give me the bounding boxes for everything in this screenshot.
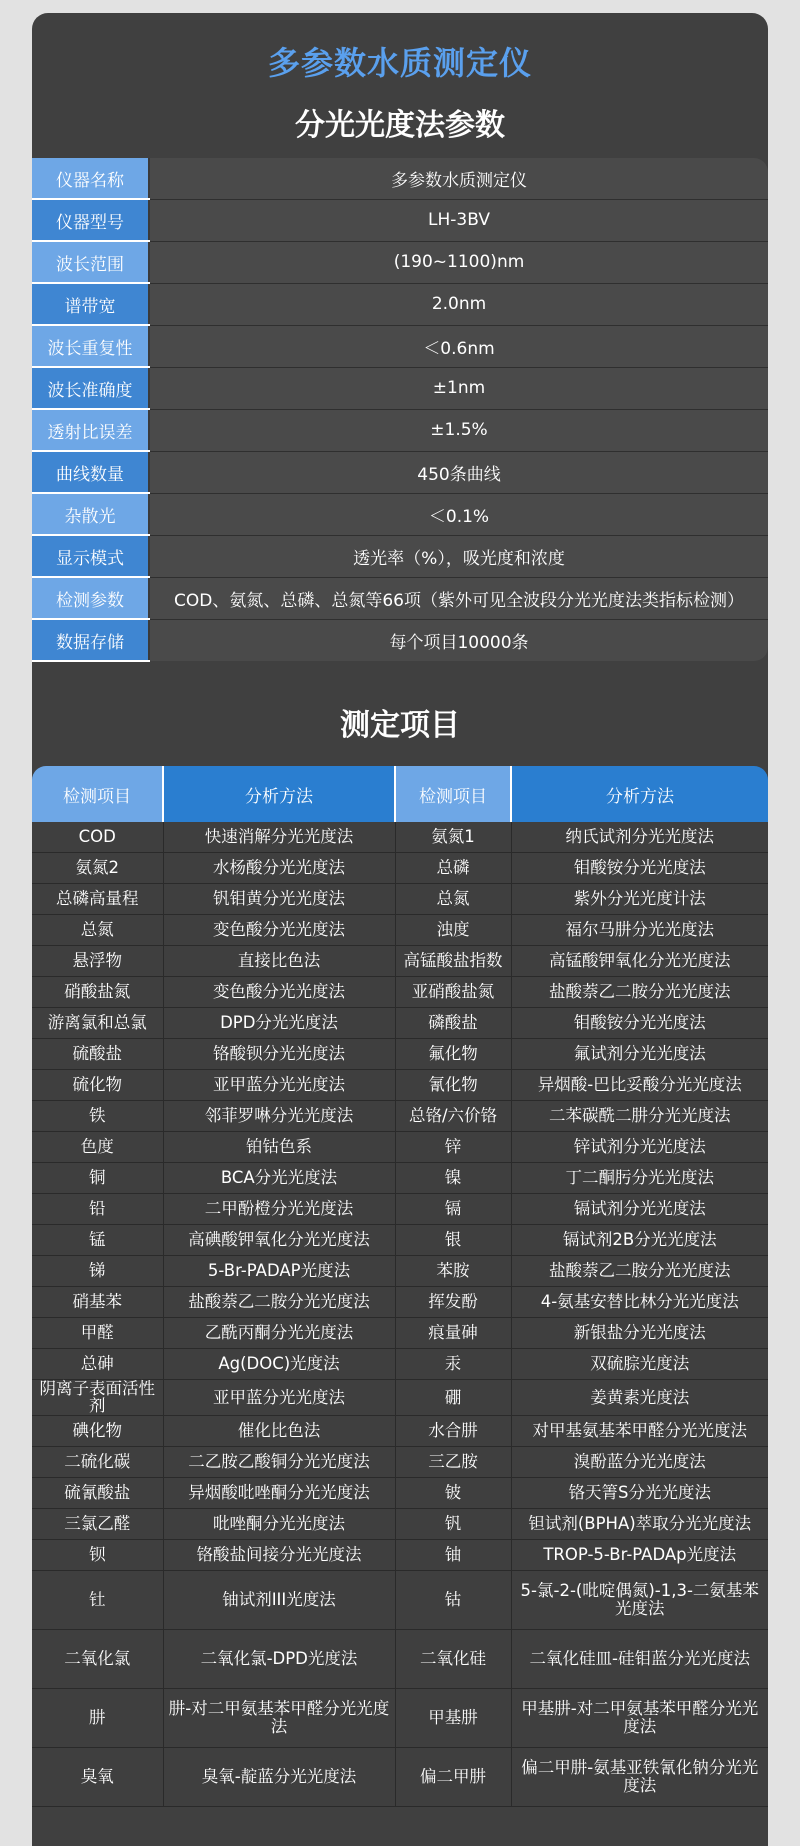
measure-method: 高锰酸钾氧化分光光度法 [511, 946, 768, 977]
spec-label: 显示模式 [32, 535, 149, 577]
spec-value: COD、氨氮、总磷、总氮等66项（紫外可见全波段分光光度法类指标检测） [149, 577, 768, 619]
measure-item: 臭氧 [32, 1747, 163, 1806]
measure-item: 硫酸盐 [32, 1039, 163, 1070]
table-row [32, 1380, 768, 1416]
measure-item: 三氯乙醛 [32, 1508, 163, 1539]
header-method-2: 分析方法 [511, 766, 768, 822]
spec-value: 每个项目10000条 [149, 619, 768, 661]
measure-item: 总氮 [32, 915, 163, 946]
table-row [32, 1629, 768, 1688]
header-row [32, 766, 768, 822]
measure-method: 偏二甲肼-氨基亚铁氰化钠分光光度法 [511, 1747, 768, 1806]
measure-item: 阴离子表面活性剂 [32, 1380, 163, 1416]
measure-item: 硫化物 [32, 1070, 163, 1101]
measure-table-header [32, 766, 768, 822]
measure-method: 铀试剂III光度法 [163, 1570, 395, 1629]
measure-item: 钡 [32, 1539, 163, 1570]
measure-item: 二硫化碳 [32, 1446, 163, 1477]
measure-item: 磷酸盐 [395, 1008, 511, 1039]
spec-value: LH-3BV [149, 199, 768, 241]
measure-item: 总磷 [395, 853, 511, 884]
measure-method: 异烟酸吡唑酮分光光度法 [163, 1477, 395, 1508]
measure-item: 硝基苯 [32, 1287, 163, 1318]
measure-method: 钽试剂(BPHA)萃取分光光度法 [511, 1508, 768, 1539]
spec-label: 检测参数 [32, 577, 149, 619]
measure-method: 盐酸萘乙二胺分光光度法 [511, 977, 768, 1008]
measure-method: 福尔马肼分光光度法 [511, 915, 768, 946]
measure-method: 变色酸分光光度法 [163, 915, 395, 946]
measure-method: Ag(DOC)光度法 [163, 1349, 395, 1380]
spec-row [32, 158, 768, 199]
measure-item: 水合肼 [395, 1415, 511, 1446]
table-row [32, 1132, 768, 1163]
measure-method: 变色酸分光光度法 [163, 977, 395, 1008]
table-row [32, 977, 768, 1008]
spec-row [32, 451, 768, 493]
spec-label: 透射比误差 [32, 409, 149, 451]
measure-item: 锌 [395, 1132, 511, 1163]
table-row [32, 1477, 768, 1508]
measure-item: 硝酸盐氮 [32, 977, 163, 1008]
measure-method: 高碘酸钾氧化分光光度法 [163, 1225, 395, 1256]
spec-label: 波长范围 [32, 241, 149, 283]
measure-item: 苯胺 [395, 1256, 511, 1287]
table-row [32, 1070, 768, 1101]
measure-method: 姜黄素光度法 [511, 1380, 768, 1416]
measure-item: 总铬/六价铬 [395, 1101, 511, 1132]
measure-item: 氟化物 [395, 1039, 511, 1070]
table-row [32, 1539, 768, 1570]
measure-method: 铂钴色系 [163, 1132, 395, 1163]
table-row [32, 1194, 768, 1225]
table-row [32, 1318, 768, 1349]
measure-item: 锰 [32, 1225, 163, 1256]
spec-row [32, 199, 768, 241]
header-method-1: 分析方法 [163, 766, 395, 822]
measure-table-body [32, 822, 768, 1806]
measure-item: 铅 [32, 1194, 163, 1225]
measure-item: 色度 [32, 1132, 163, 1163]
table-row [32, 1008, 768, 1039]
table-row [32, 1039, 768, 1070]
measure-method: 催化比色法 [163, 1415, 395, 1446]
spec-row [32, 493, 768, 535]
measure-item: 总砷 [32, 1349, 163, 1380]
measure-item: 镉 [395, 1194, 511, 1225]
measure-method: 直接比色法 [163, 946, 395, 977]
measure-method: 二苯碳酰二肼分光光度法 [511, 1101, 768, 1132]
measure-method: 异烟酸-巴比妥酸分光光度法 [511, 1070, 768, 1101]
measure-method: BCA分光光度法 [163, 1163, 395, 1194]
measure-item: 挥发酚 [395, 1287, 511, 1318]
measure-item: 肼 [32, 1688, 163, 1747]
measure-item: 钒 [395, 1508, 511, 1539]
measure-method: 吡唑酮分光光度法 [163, 1508, 395, 1539]
measure-method: 肼-对二甲氨基苯甲醛分光光度法 [163, 1688, 395, 1747]
measure-item: 亚硝酸盐氮 [395, 977, 511, 1008]
table-row [32, 946, 768, 977]
measure-table [32, 766, 768, 1807]
spec-row [32, 325, 768, 367]
spec-value: ±1.5% [149, 409, 768, 451]
measure-item: 痕量砷 [395, 1318, 511, 1349]
measure-method: 乙酰丙酮分光光度法 [163, 1318, 395, 1349]
measure-method: 5-氯-2-(吡啶偶氮)-1,3-二氨基苯光度法 [511, 1570, 768, 1629]
spec-row [32, 409, 768, 451]
measure-item: 钍 [32, 1570, 163, 1629]
measure-item: 总磷高量程 [32, 884, 163, 915]
spec-label: 杂散光 [32, 493, 149, 535]
spec-row [32, 535, 768, 577]
measure-item: 三乙胺 [395, 1446, 511, 1477]
spec-label: 波长重复性 [32, 325, 149, 367]
measure-item: 铍 [395, 1477, 511, 1508]
measure-method: 快速消解分光光度法 [163, 822, 395, 853]
measure-method: 双硫腙光度法 [511, 1349, 768, 1380]
measure-item: 偏二甲肼 [395, 1747, 511, 1806]
measure-item: 铀 [395, 1539, 511, 1570]
spec-label: 仪器名称 [32, 158, 149, 199]
spec-table-body [32, 158, 768, 661]
spec-label: 仪器型号 [32, 199, 149, 241]
measure-method: TROP-5-Br-PADAp光度法 [511, 1539, 768, 1570]
measure-method: 钼酸铵分光光度法 [511, 853, 768, 884]
measure-item: 二氧化硅 [395, 1629, 511, 1688]
measure-method: 亚甲蓝分光光度法 [163, 1070, 395, 1101]
table-row [32, 1508, 768, 1539]
measure-method: 二氧化硅皿-硅钼蓝分光光度法 [511, 1629, 768, 1688]
spec-table [32, 158, 768, 662]
table-row [32, 1446, 768, 1477]
header-item-2: 检测项目 [395, 766, 511, 822]
measure-item: 汞 [395, 1349, 511, 1380]
page-title: 多参数水质测定仪 [267, 44, 532, 82]
spec-row [32, 241, 768, 283]
measure-item: 甲基肼 [395, 1688, 511, 1747]
measure-method: 5-Br-PADAP光度法 [163, 1256, 395, 1287]
table-row [32, 1415, 768, 1446]
measure-item: 游离氯和总氯 [32, 1008, 163, 1039]
measure-item: 高锰酸盐指数 [395, 946, 511, 977]
measure-item: 银 [395, 1225, 511, 1256]
table-row [32, 915, 768, 946]
table-row [32, 1163, 768, 1194]
header-item-1: 检测项目 [32, 766, 163, 822]
measure-method: 二乙胺乙酸铜分光光度法 [163, 1446, 395, 1477]
measure-item: 悬浮物 [32, 946, 163, 977]
measure-method: 铬天箐S分光光度法 [511, 1477, 768, 1508]
measure-item: 浊度 [395, 915, 511, 946]
measure-item: 碘化物 [32, 1415, 163, 1446]
measure-method: 亚甲蓝分光光度法 [163, 1380, 395, 1416]
table-row [32, 1570, 768, 1629]
spec-label: 谱带宽 [32, 283, 149, 325]
spec-value: ＜0.1% [149, 493, 768, 535]
spec-value: 2.0nm [149, 283, 768, 325]
table-row [32, 1747, 768, 1806]
measure-method: 二甲酚橙分光光度法 [163, 1194, 395, 1225]
measure-item: 总氮 [395, 884, 511, 915]
measure-item: 钴 [395, 1570, 511, 1629]
table-row [32, 884, 768, 915]
measure-method: 对甲基氨基苯甲醛分光光度法 [511, 1415, 768, 1446]
measure-item: 氰化物 [395, 1070, 511, 1101]
measure-method: DPD分光光度法 [163, 1008, 395, 1039]
measure-method: 钼酸铵分光光度法 [511, 1008, 768, 1039]
spec-label: 数据存储 [32, 619, 149, 661]
measure-method: 盐酸萘乙二胺分光光度法 [163, 1287, 395, 1318]
measure-item: 硫氰酸盐 [32, 1477, 163, 1508]
table-row [32, 1256, 768, 1287]
measure-method: 邻菲罗啉分光光度法 [163, 1101, 395, 1132]
measure-method: 钒钼黄分光光度法 [163, 884, 395, 915]
measure-method: 氟试剂分光光度法 [511, 1039, 768, 1070]
spec-value: (190~1100)nm [149, 241, 768, 283]
table-row [32, 1225, 768, 1256]
measure-item: COD [32, 822, 163, 853]
measure-item: 二氧化氯 [32, 1629, 163, 1688]
measure-method: 紫外分光光度计法 [511, 884, 768, 915]
table-row [32, 853, 768, 884]
spec-label: 波长准确度 [32, 367, 149, 409]
measure-item: 氨氮2 [32, 853, 163, 884]
measure-method: 镉试剂2B分光光度法 [511, 1225, 768, 1256]
section-title-specs: 分光光度法参数 [295, 108, 505, 143]
table-row [32, 1101, 768, 1132]
measure-method: 溴酚蓝分光光度法 [511, 1446, 768, 1477]
measure-item: 镍 [395, 1163, 511, 1194]
measure-method: 纳氏试剂分光光度法 [511, 822, 768, 853]
table-row [32, 1349, 768, 1380]
spec-row [32, 283, 768, 325]
measure-item: 铁 [32, 1101, 163, 1132]
measure-item: 氨氮1 [395, 822, 511, 853]
measure-method: 盐酸萘乙二胺分光光度法 [511, 1256, 768, 1287]
measure-method: 水杨酸分光光度法 [163, 853, 395, 884]
measure-method: 新银盐分光光度法 [511, 1318, 768, 1349]
spec-value: 透光率（%），吸光度和浓度 [149, 535, 768, 577]
spec-value: ±1nm [149, 367, 768, 409]
measure-method: 铬酸盐间接分光光度法 [163, 1539, 395, 1570]
spec-row [32, 619, 768, 661]
measure-method: 二氧化氯-DPD光度法 [163, 1629, 395, 1688]
measure-method: 锌试剂分光光度法 [511, 1132, 768, 1163]
table-row [32, 1688, 768, 1747]
measure-item: 铜 [32, 1163, 163, 1194]
measure-item: 硼 [395, 1380, 511, 1416]
measure-item: 甲醛 [32, 1318, 163, 1349]
spec-row [32, 577, 768, 619]
spec-value: ＜0.6nm [149, 325, 768, 367]
measure-method: 甲基肼-对二甲氨基苯甲醛分光光度法 [511, 1688, 768, 1747]
spec-value: 450条曲线 [149, 451, 768, 493]
spec-value: 多参数水质测定仪 [149, 158, 768, 199]
spec-label: 曲线数量 [32, 451, 149, 493]
section-title-measure: 测定项目 [340, 708, 460, 743]
measure-method: 铬酸钡分光光度法 [163, 1039, 395, 1070]
measure-item: 锑 [32, 1256, 163, 1287]
table-row [32, 1287, 768, 1318]
measure-method: 丁二酮肟分光光度法 [511, 1163, 768, 1194]
measure-method: 镉试剂分光光度法 [511, 1194, 768, 1225]
measure-method: 臭氧-靛蓝分光光度法 [163, 1747, 395, 1806]
table-row [32, 822, 768, 853]
measure-method: 4-氨基安替比林分光光度法 [511, 1287, 768, 1318]
spec-row [32, 367, 768, 409]
